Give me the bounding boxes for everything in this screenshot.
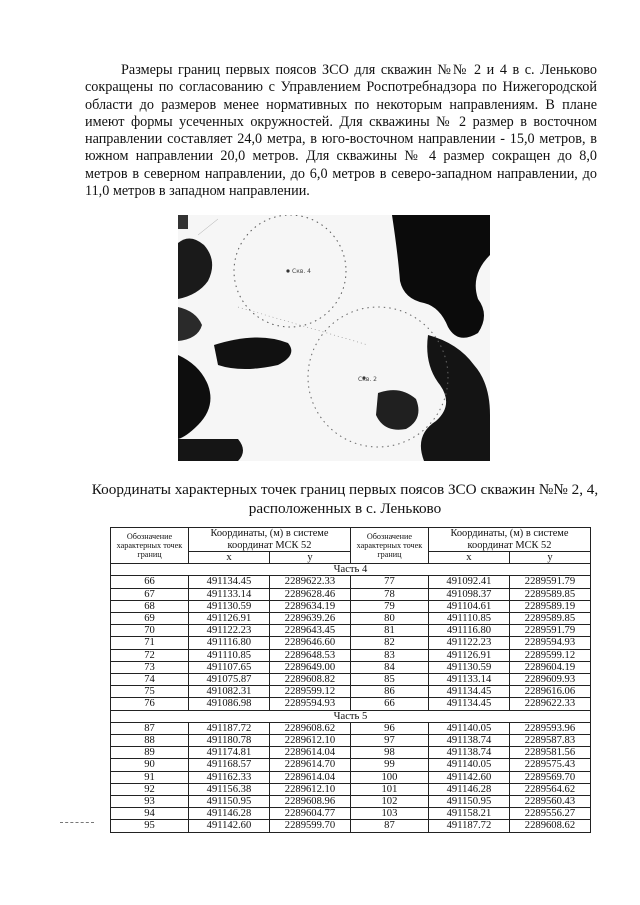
table-row	[111, 783, 591, 795]
table-cell: 491116.80	[428, 625, 509, 637]
table-cell: 100	[350, 771, 428, 783]
table-row	[111, 674, 591, 686]
table-cell: 2289604.19	[509, 661, 590, 673]
table-cell: 79	[350, 600, 428, 612]
table-cell: 2289591.79	[509, 576, 590, 588]
table-cell: 71	[111, 637, 189, 649]
coords-header-right: Координаты, (м) в системе координат МСК 52	[428, 528, 590, 552]
zone-map-svg	[178, 215, 490, 461]
table-cell: 2289589.85	[509, 613, 590, 625]
table-row	[111, 576, 591, 588]
table-row	[111, 600, 591, 612]
table-cell: 2289649.00	[269, 661, 350, 673]
table-cell: 491140.05	[428, 722, 509, 734]
table-cell: 67	[111, 588, 189, 600]
table-cell: 70	[111, 625, 189, 637]
table-cell: 103	[350, 808, 428, 820]
table-row	[111, 820, 591, 832]
table-cell: 95	[111, 820, 189, 832]
table-cell: 491134.45	[428, 686, 509, 698]
table-cell: 84	[350, 661, 428, 673]
table-caption	[70, 480, 620, 518]
table-cell: 68	[111, 600, 189, 612]
table-row	[111, 735, 591, 747]
section-title: Часть 4	[111, 564, 591, 576]
table-cell: 88	[111, 735, 189, 747]
table-cell: 491110.85	[428, 613, 509, 625]
table-cell: 102	[350, 796, 428, 808]
table-cell: 77	[350, 576, 428, 588]
table-cell: 93	[111, 796, 189, 808]
well2-label: Скв. 2	[358, 376, 377, 383]
table-cell: 2289599.12	[269, 686, 350, 698]
table-cell: 491126.91	[188, 613, 269, 625]
table-cell: 2289609.93	[509, 674, 590, 686]
table-cell: 491086.98	[188, 698, 269, 710]
table-cell: 491130.59	[428, 661, 509, 673]
table-cell: 491122.23	[188, 625, 269, 637]
table-cell: 491107.65	[188, 661, 269, 673]
table-row	[111, 661, 591, 673]
table-cell: 491126.91	[428, 649, 509, 661]
table-cell: 69	[111, 613, 189, 625]
table-cell: 81	[350, 625, 428, 637]
table-cell: 2289612.10	[269, 783, 350, 795]
x-header-left: х	[188, 552, 269, 564]
table-cell: 2289616.06	[509, 686, 590, 698]
table-cell: 491138.74	[428, 747, 509, 759]
table-cell: 97	[350, 735, 428, 747]
table-cell: 2289594.93	[509, 637, 590, 649]
table-row	[111, 588, 591, 600]
table-header-row	[111, 528, 591, 552]
coords-header-left: Координаты, (м) в системе координат МСК 52	[188, 528, 350, 552]
table-cell: 2289560.43	[509, 796, 590, 808]
table-cell: 66	[111, 576, 189, 588]
table-cell: 2289614.70	[269, 759, 350, 771]
table-row	[111, 759, 591, 771]
table-cell: 491142.60	[188, 820, 269, 832]
table-row	[111, 637, 591, 649]
table-cell: 2289622.33	[269, 576, 350, 588]
table-cell: 74	[111, 674, 189, 686]
intro-text: Размеры границ первых поясов ЗСО для скважин №№ 2 и 4 в с. Леньково сокращены по согласованию с Управлением Роспотребнадзора по Нижегородской области до размеров менее нормативных по некоторым направлениям. В плане имеют формы усеченных окружностей. Для скважины № 2 размер в восточном направлении составляет 24,0 метра, в юго-восточном направлении - 15,0 метров, в южном направлении 20,0 метров. Для скважины № 4 размер сокращен до 8,0 метров в северном направлении, до 6,0 метров в северо-западном направлении, до 11,0 метров в западном направлении.	[85, 62, 597, 200]
table-cell: 2289608.62	[269, 722, 350, 734]
table-row	[111, 771, 591, 783]
table-cell: 491130.59	[188, 600, 269, 612]
coordinates-table-body	[111, 564, 591, 832]
table-cell: 75	[111, 686, 189, 698]
table-cell: 72	[111, 649, 189, 661]
table-cell: 491162.33	[188, 771, 269, 783]
table-cell: 96	[350, 722, 428, 734]
table-cell: 2289614.04	[269, 747, 350, 759]
table-cell: 2289648.53	[269, 649, 350, 661]
point-header-right: Обозначение характерных точек границ	[350, 528, 428, 564]
table-cell: 2289608.82	[269, 674, 350, 686]
table-cell: 76	[111, 698, 189, 710]
table-cell: 491168.57	[188, 759, 269, 771]
table-row	[111, 796, 591, 808]
table-cell: 491110.85	[188, 649, 269, 661]
table-cell: 491180.78	[188, 735, 269, 747]
x-header-right: х	[428, 552, 509, 564]
table-cell: 2289612.10	[269, 735, 350, 747]
table-cell: 2289575.43	[509, 759, 590, 771]
table-cell: 491082.31	[188, 686, 269, 698]
table-cell: 491098.37	[428, 588, 509, 600]
table-row	[111, 808, 591, 820]
table-cell: 87	[350, 820, 428, 832]
table-cell: 86	[350, 686, 428, 698]
table-cell: 2289608.96	[269, 796, 350, 808]
table-cell: 2289614.04	[269, 771, 350, 783]
table-row	[111, 747, 591, 759]
table-cell: 2289599.12	[509, 649, 590, 661]
table-cell: 2289591.79	[509, 625, 590, 637]
table-cell: 2289589.19	[509, 600, 590, 612]
table-cell: 87	[111, 722, 189, 734]
table-cell: 491133.14	[188, 588, 269, 600]
table-row	[111, 625, 591, 637]
table-cell: 85	[350, 674, 428, 686]
section-row	[111, 564, 591, 576]
section-title: Часть 5	[111, 710, 591, 722]
table-cell: 2289622.33	[509, 698, 590, 710]
table-cell: 491133.14	[428, 674, 509, 686]
well4-label: Скв. 4	[292, 268, 311, 275]
y-header-left: у	[269, 552, 350, 564]
table-cell: 2289564.62	[509, 783, 590, 795]
table-cell: 80	[350, 613, 428, 625]
table-cell: 491138.74	[428, 735, 509, 747]
table-cell: 2289604.77	[269, 808, 350, 820]
table-cell: 99	[350, 759, 428, 771]
table-cell: 491156.38	[188, 783, 269, 795]
table-cell: 491187.72	[188, 722, 269, 734]
table-cell: 2289569.70	[509, 771, 590, 783]
table-cell: 98	[350, 747, 428, 759]
caption-line-1: Координаты характерных точек границ первых поясов ЗСО скважин №№ 2, 4,	[91, 481, 599, 498]
table-cell: 2289589.85	[509, 588, 590, 600]
table-cell: 2289639.26	[269, 613, 350, 625]
intro-paragraph	[85, 62, 597, 200]
table-cell: 2289628.46	[269, 588, 350, 600]
table-cell: 2289593.96	[509, 722, 590, 734]
table-cell: 101	[350, 783, 428, 795]
table-cell: 2289634.19	[269, 600, 350, 612]
table-cell: 78	[350, 588, 428, 600]
table-cell: 89	[111, 747, 189, 759]
table-cell: 2289594.93	[269, 698, 350, 710]
table-cell: 491146.28	[188, 808, 269, 820]
table-cell: 491122.23	[428, 637, 509, 649]
table-row	[111, 649, 591, 661]
table-cell: 491150.95	[188, 796, 269, 808]
y-header-right: у	[509, 552, 590, 564]
table-cell: 491187.72	[428, 820, 509, 832]
coordinates-table	[110, 527, 591, 833]
table-cell: 2289643.45	[269, 625, 350, 637]
caption-line-2: расположенных в с. Леньково	[248, 500, 442, 517]
table-cell: 491158.21	[428, 808, 509, 820]
table-cell: 2289599.70	[269, 820, 350, 832]
table-cell: 491092.41	[428, 576, 509, 588]
table-cell: 2289646.60	[269, 637, 350, 649]
table-row	[111, 698, 591, 710]
table-cell: 2289608.62	[509, 820, 590, 832]
point-header-left: Обозначение характерных точек границ	[111, 528, 189, 564]
table-cell: 491174.81	[188, 747, 269, 759]
table-cell: 73	[111, 661, 189, 673]
table-cell: 2289581.56	[509, 747, 590, 759]
table-row	[111, 613, 591, 625]
table-cell: 491142.60	[428, 771, 509, 783]
scan-mark	[60, 822, 94, 824]
table-cell: 92	[111, 783, 189, 795]
table-row	[111, 722, 591, 734]
table-cell: 491104.61	[428, 600, 509, 612]
table-cell: 491140.05	[428, 759, 509, 771]
table-cell: 491134.45	[428, 698, 509, 710]
table-cell: 491116.80	[188, 637, 269, 649]
table-cell: 2289556.27	[509, 808, 590, 820]
table-cell: 491146.28	[428, 783, 509, 795]
section-row	[111, 710, 591, 722]
zone-map-image	[178, 215, 490, 461]
table-cell: 491075.87	[188, 674, 269, 686]
table-cell: 83	[350, 649, 428, 661]
table-cell: 90	[111, 759, 189, 771]
table-cell: 91	[111, 771, 189, 783]
table-cell: 66	[350, 698, 428, 710]
table-row	[111, 686, 591, 698]
table-cell: 82	[350, 637, 428, 649]
table-cell: 2289587.83	[509, 735, 590, 747]
table-cell: 491150.95	[428, 796, 509, 808]
table-cell: 491134.45	[188, 576, 269, 588]
table-cell: 94	[111, 808, 189, 820]
